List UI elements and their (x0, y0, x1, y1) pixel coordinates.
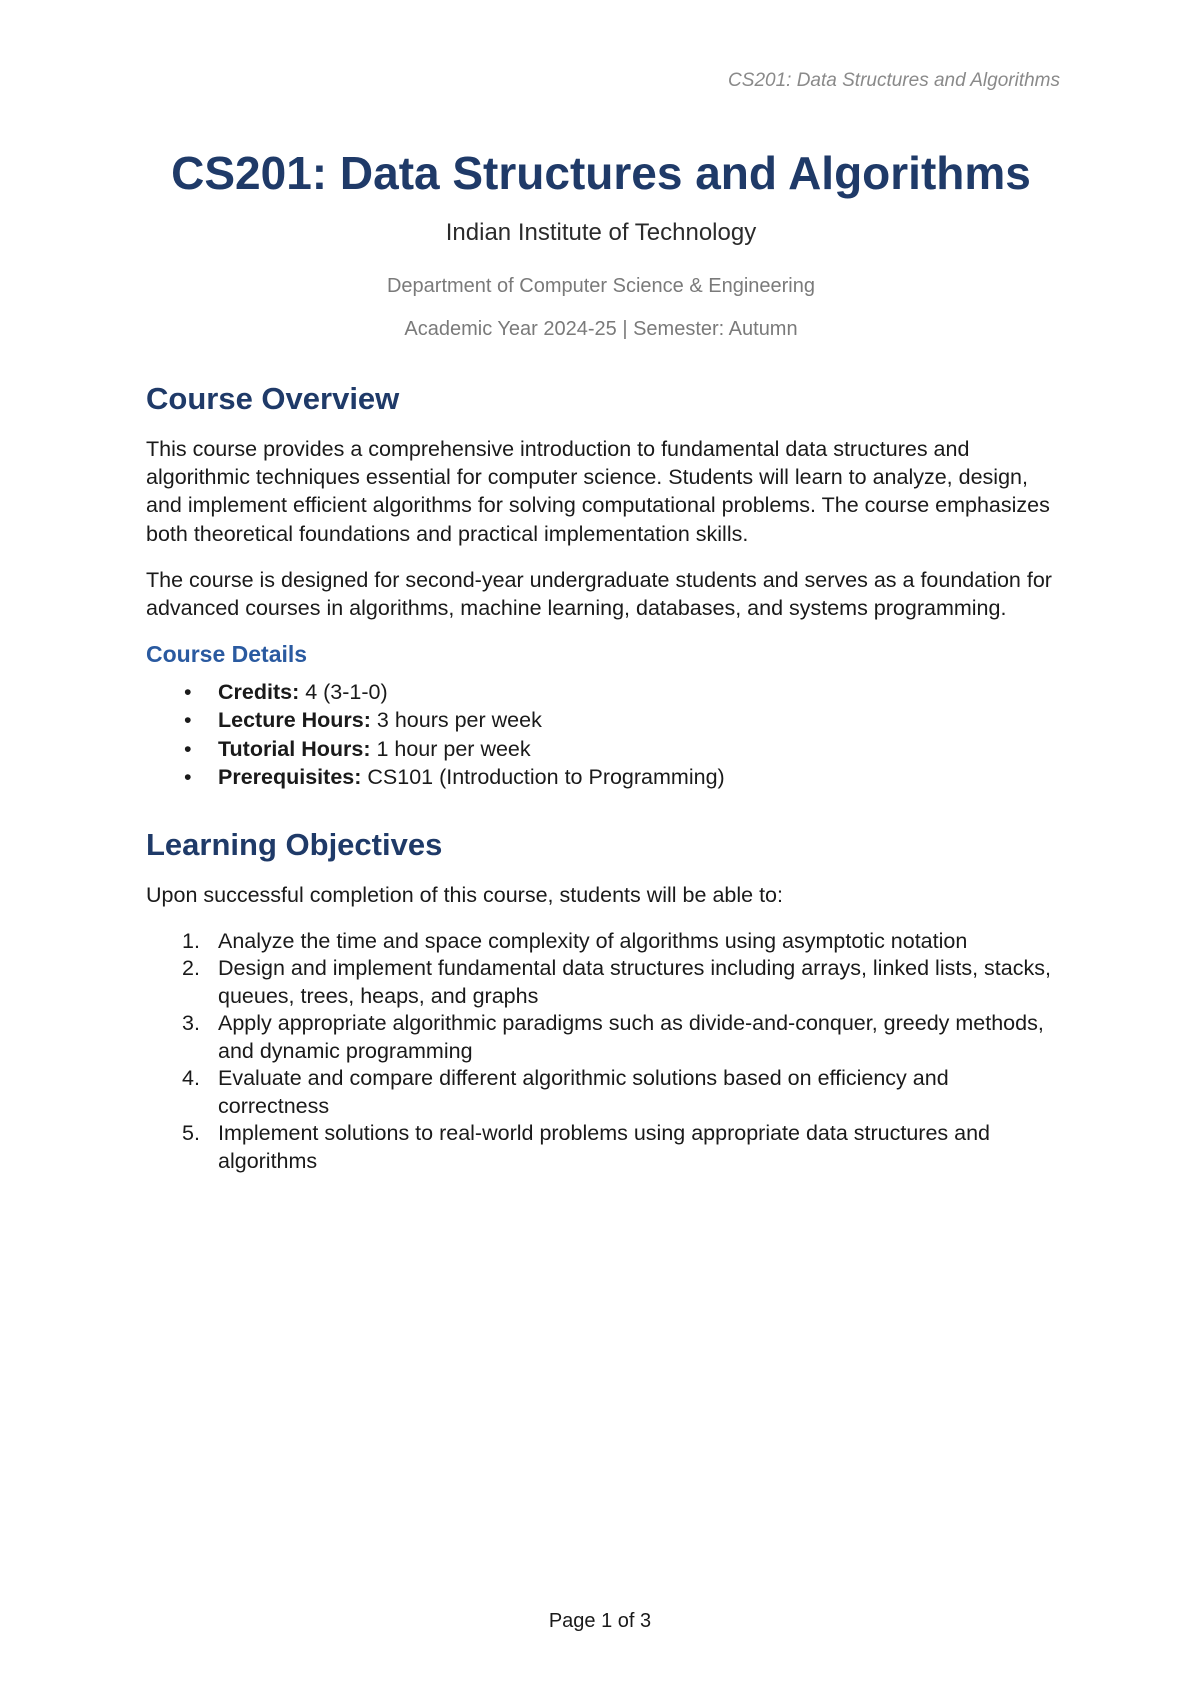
objective-text: Evaluate and compare different algorithmic solutions based on efficiency and correctness (218, 1066, 949, 1118)
list-number: 2. (182, 956, 200, 981)
objectives-list (146, 928, 1056, 1176)
detail-value: CS101 (Introduction to Programming) (361, 764, 725, 789)
detail-label: Tutorial Hours: (218, 736, 371, 761)
course-details-heading: Course Details (146, 640, 308, 667)
bullet-icon: • (184, 764, 192, 789)
list-number: 5. (182, 1121, 200, 1146)
list-item (146, 955, 1056, 1010)
course-overview-heading: Course Overview (146, 380, 400, 416)
page-content (146, 148, 1056, 1175)
academic-year: Academic Year 2024-25 | Semester: Autumn (404, 317, 798, 340)
list-item (146, 678, 1056, 706)
learning-objectives-section (146, 827, 1056, 1175)
detail-label: Prerequisites: (218, 764, 362, 789)
detail-value: 1 hour per week (370, 736, 531, 761)
bullet-icon: • (184, 679, 192, 704)
list-item (146, 735, 1056, 763)
course-overview-section (146, 381, 1056, 623)
course-details-section (146, 641, 1056, 792)
detail-label: Lecture Hours: (218, 708, 371, 733)
detail-value: 4 (3-1-0) (299, 679, 388, 704)
list-number: 1. (182, 928, 200, 953)
list-item (146, 1065, 1056, 1120)
overview-paragraph: This course provides a comprehensive introduction to fundamental data structures and algorithmic techniques essential for computer science. Students will learn to analyze, design, and implement efficient algorithms for solving computational problems. The course emphasizes both theoretical foundations and practical implementation skills. (146, 436, 1050, 546)
running-header: CS201: Data Structures and Algorithms (728, 70, 1060, 91)
learning-objectives-heading: Learning Objectives (146, 827, 443, 863)
objective-text: Apply appropriate algorithmic paradigms such as divide-and-conquer, greedy methods, and dynamic programming (218, 1011, 1044, 1063)
page-number: Page 1 of 3 (548, 1610, 652, 1632)
objective-text: Analyze the time and space complexity of algorithms using asymptotic notation (218, 928, 968, 953)
objective-text: Implement solutions to real-world problems using appropriate data structures and algorithms (218, 1121, 991, 1173)
objective-text: Design and implement fundamental data structures including arrays, linked lists, stacks, queues, trees, heaps, and graphs (218, 956, 1051, 1008)
objectives-intro: Upon successful completion of this course, students will be able to: (146, 883, 783, 908)
department-name: Department of Computer Science & Engineering (386, 274, 815, 297)
detail-value: 3 hours per week (370, 708, 542, 733)
document-title: CS201: Data Structures and Algorithms (171, 147, 1031, 199)
overview-paragraph: The course is designed for second-year undergraduate students and serves as a foundation for advanced courses in algorithms, machine learning, databases, and systems programming. (146, 568, 1052, 621)
list-number: 3. (182, 1011, 200, 1036)
list-item (146, 928, 1056, 956)
list-item (146, 706, 1056, 734)
list-number: 4. (182, 1066, 200, 1091)
list-item (146, 1120, 1056, 1175)
detail-label: Credits: (218, 679, 300, 704)
list-item (146, 763, 1056, 791)
bullet-icon: • (184, 736, 192, 761)
institution-name: Indian Institute of Technology (445, 218, 757, 246)
course-details-list (146, 678, 1056, 792)
bullet-icon: • (184, 708, 192, 733)
list-item (146, 1010, 1056, 1065)
